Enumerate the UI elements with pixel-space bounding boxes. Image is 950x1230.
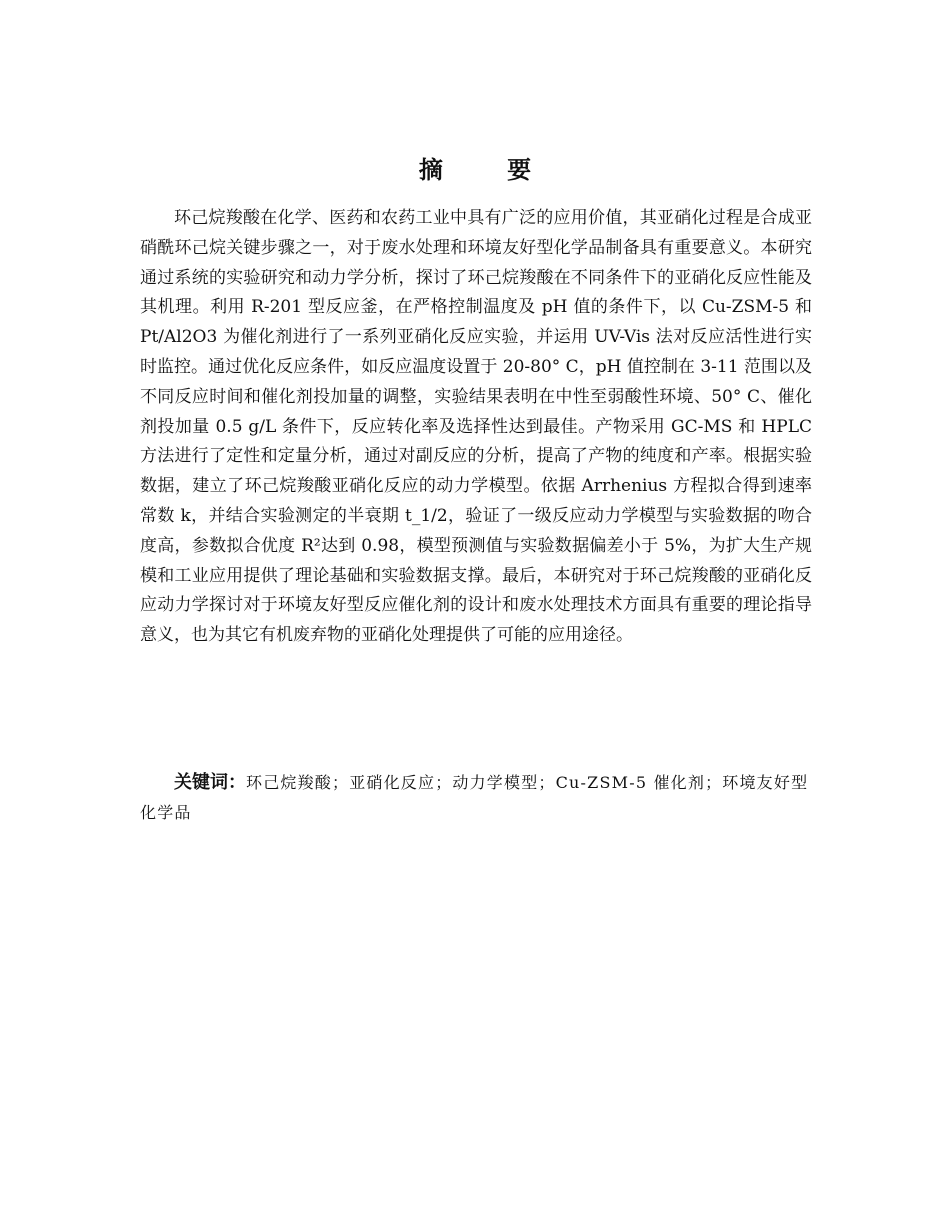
keywords-paragraph	[140, 768, 812, 828]
keywords-list: 环己烷羧酸；亚硝化反应；动力学模型；Cu-ZSM-5 催化剂；环境友好型化学品	[140, 773, 809, 822]
abstract-body: 环己烷羧酸在化学、医药和农药工业中具有广泛的应用价值，其亚硝化过程是合成亚硝酰环己烷关键步骤之一，对于废水处理和环境友好型化学品制备具有重要意义。本研究通过系统的实验研究和动力学分析，探讨了环己烷羧酸在不同条件下的亚硝化反应性能及其机理。利用 R-201 型反应釜，在严格控制温度及 pH 值的条件下，以 Cu-ZSM-5 和 Pt/Al2O3 为催化剂进行了一系列亚硝化反应实验，并运用 UV-Vis 法对反应活性进行实时监控。通过优化反应条件，如反应温度设置于 20-80° C，pH 值控制在 3-11 范围以及不同反应时间和催化剂投加量的调整，实验结果表明在中性至弱酸性环境、50° C、催化剂投加量 0.5 g/L 条件下，反应转化率及选择性达到最佳。产物采用 GC-MS 和 HPLC 方法进行了定性和定量分析，通过对副反应的分析，提高了产物的纯度和产率。根据实验数据，建立了环己烷羧酸亚硝化反应的动力学模型。依据 Arrhenius 方程拟合得到速率常数 k，并结合实验测定的半衰期 t_1/2，验证了一级反应动力学模型与实验数据的吻合度高，参数拟合优度 R²达到 0.98，模型预测值与实验数据偏差小于 5%，为扩大生产规模和工业应用提供了理论基础和实验数据支撑。最后，本研究对于环己烷羧酸的亚硝化反应动力学探讨对于环境友好型反应催化剂的设计和废水处理技术方面具有重要的理论指导意义，也为其它有机废弃物的亚硝化处理提供了可能的应用途径。	[140, 208, 812, 646]
keywords-label: 关键词：	[174, 772, 246, 793]
abstract-title: 摘 要	[418, 156, 560, 184]
